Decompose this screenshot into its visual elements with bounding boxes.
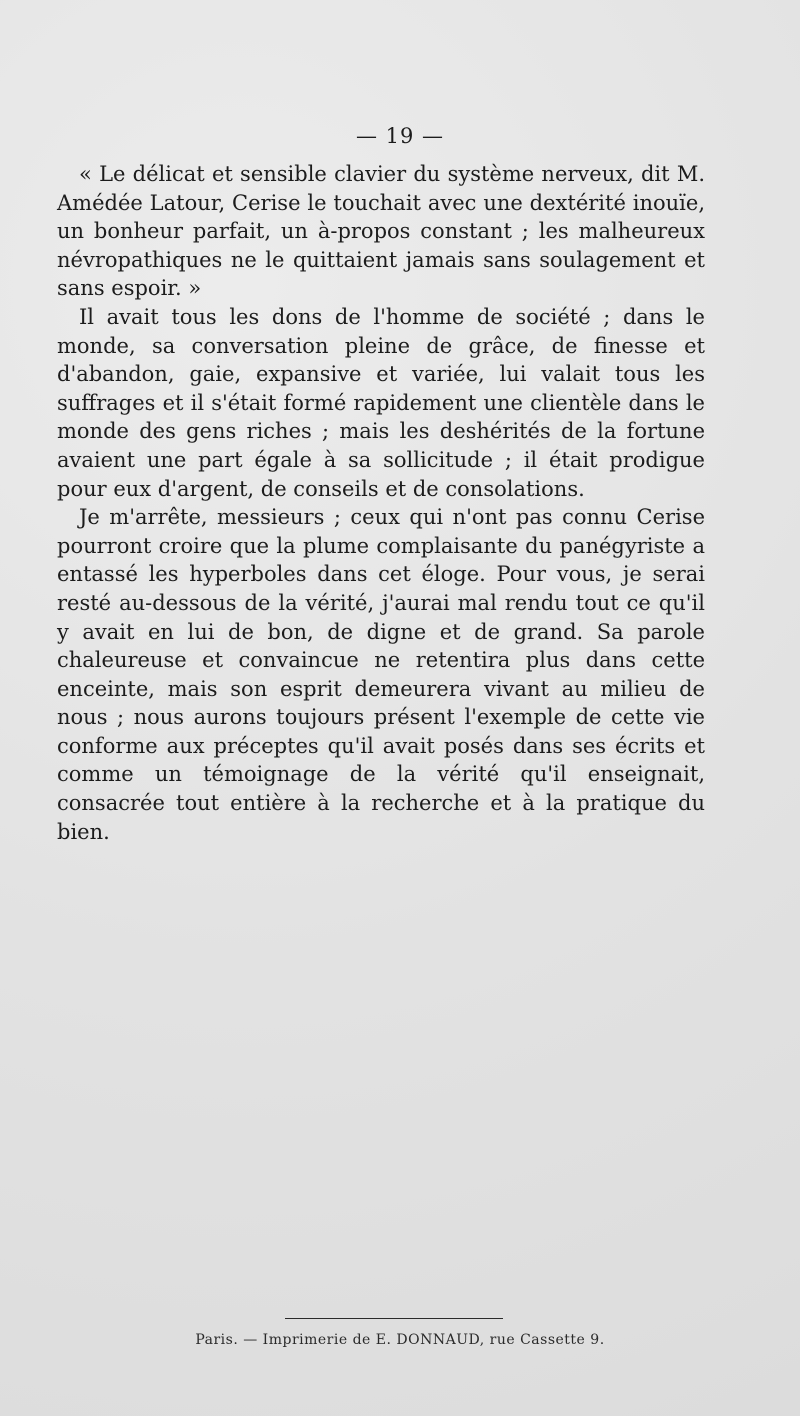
paragraph-conclusion: Je m'arrête, messieurs ; ceux qui n'ont pas connu Cerise pourront croire que la plume complaisante du panégyriste a entassé les hyperboles dans cet éloge. Pour vous, je serai resté au-dessous de la vérité, j'aurai mal rendu tout ce qu'il y avait en lui de bon, de digne et de grand. Sa parole chaleureuse et convaincue ne retentira plus dans cette enceinte, mais son esprit demeurera vivant au milieu de nous ; nous aurons toujours présent l'exemple de cette vie conforme aux préceptes qu'il avait posés dans ses écrits et comme un témoignage de la vérité qu'il enseignait, consacrée tout entière à la recherche et à la pratique du bien.: [57, 505, 705, 844]
printer-imprint: Paris. — Imprimerie de E. DONNAUD, rue Cassette 9.: [195, 1332, 605, 1348]
paragraph-society: Il avait tous les dons de l'homme de société ; dans le monde, sa conversation pleine de grâce, de finesse et d'abandon, gaie, expansive et variée, lui valait tous les suffrages et il s'était formé rapidement une clientèle dans le monde des gens riches ; mais les deshérités de la fortune avaient une part égale à sa sollicitude ; il était prodigue pour eux d'argent, de conseils et de consolations.: [57, 304, 705, 501]
page-number: — 19 —: [355, 124, 445, 148]
body-text: [57, 160, 705, 846]
paragraph-quote: « Le délicat et sensible clavier du système nerveux, dit M. Amédée Latour, Cerise le touchait avec une dextérité inouïe, un bonheur parfait, un à-propos constant ; les malheureux névropathiques ne le quittaient jamais sans soulagement et sans espoir. »: [57, 162, 705, 301]
footer-rule: [285, 1318, 503, 1319]
